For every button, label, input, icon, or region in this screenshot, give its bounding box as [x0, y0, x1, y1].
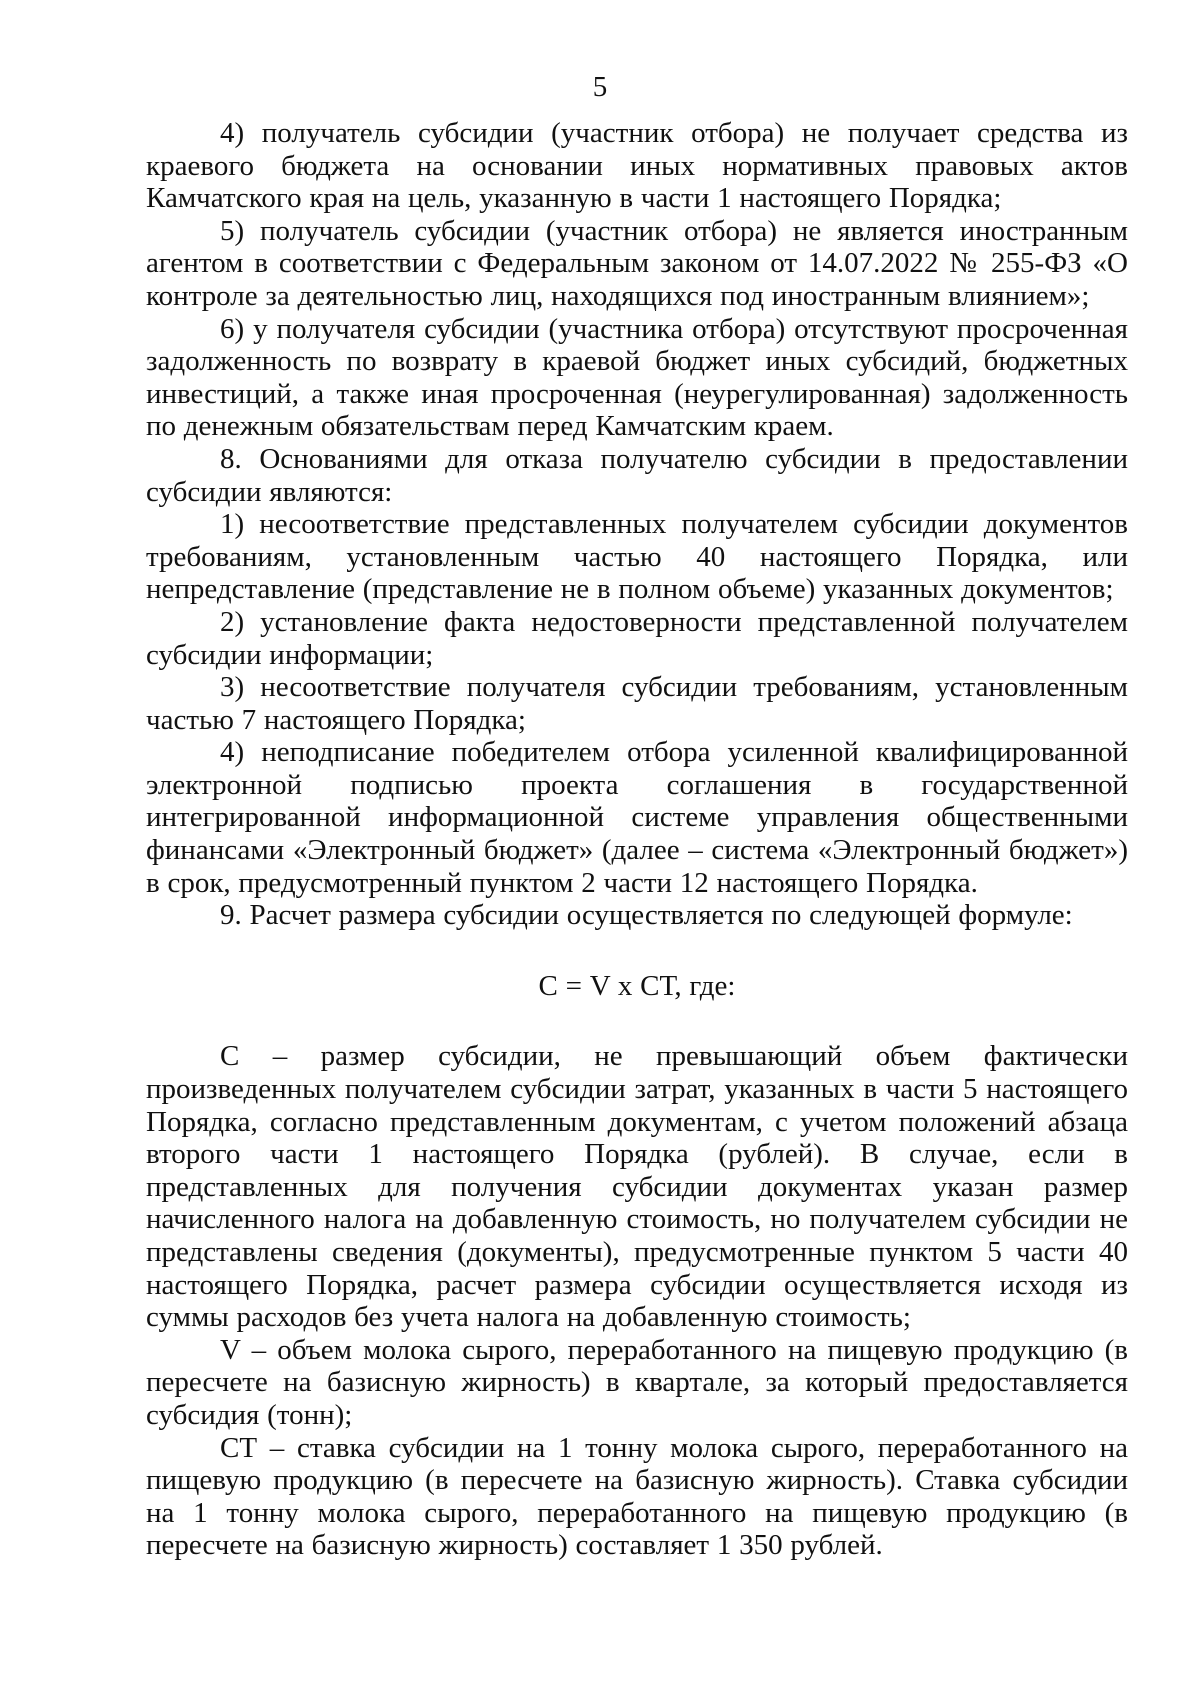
- refusal-item-3: 3) несоответствие получателя субсидии требованиям, установленным частью 7 настоящего Порядка;: [146, 671, 1128, 736]
- refusal-item-2: 2) установление факта недостоверности представленной получателем субсидии информации;: [146, 605, 1128, 671]
- refusal-item-1: 1) несоответствие представленных получателем субсидии документов требованиям, установленным частью 40 настоящего Порядка, или непредставление (представление не в полном объеме) указанных документов;: [146, 508, 1128, 606]
- item-4-no-other-budget-funds: 4) получатель субсидии (участник отбора) не получает средства из краевого бюджета на основании иных нормативных правовых актов Камчатского края на цель, указанную в части 1 настоящего Порядка;: [146, 117, 1128, 215]
- definition-v: V – объем молока сырого, переработанного на пищевую продукцию (в пересчете на базисную жирность) в квартале, за который предоставляется субсидия (тонн);: [146, 1333, 1128, 1431]
- section-8-refusal-grounds: 8. Основаниями для отказа получателю субсидии в предоставлении субсидии являются:: [146, 442, 1128, 508]
- page-number: 5: [592, 71, 608, 103]
- document-body: [146, 117, 1128, 1562]
- section-9-calculation: 9. Расчет размера субсидии осуществляется по следующей формуле:: [220, 899, 1073, 932]
- refusal-item-4: 4) неподписание победителем отбора усиленной квалифицированной электронной подписью проекта соглашения в государственной интегрированной информационной системе управления общественными финансами «Электронный бюджет» (далее – система «Электронный бюджет») в срок, предусмотренный пунктом 2 части 12 настоящего Порядка.: [146, 736, 1128, 899]
- definition-st: СТ – ставка субсидии на 1 тонну молока сырого, переработанного на пищевую продукцию (в пересчете на базисную жирность). Ставка субсидии на 1 тонну молока сырого, переработанного на пищевую продукцию (в пересчете на базисную жирность) составляет 1 350 рублей.: [146, 1431, 1128, 1562]
- item-5-not-foreign-agent: 5) получатель субсидии (участник отбора) не является иностранным агентом в соответствии с Федеральным законом от 14.07.2022 № 255-ФЗ «О контроле за деятельностью лиц, находящихся под иностранным влиянием»;: [146, 214, 1128, 312]
- item-6-no-overdue-debt: 6) у получателя субсидии (участника отбора) отсутствуют просроченная задолженность по возврату в краевой бюджет иных субсидий, бюджетных инвестиций, а также иная просроченная (неурегулированная) задолженность по денежным обязательствам перед Камчатским краем.: [146, 312, 1128, 443]
- definition-c: С – размер субсидии, не превышающий объем фактически произведенных получателем субсидии затрат, указанных в части 5 настоящего Порядка, согласно представленным документам, с учетом положений абзаца второго части 1 настоящего Порядка (рублей). В случае, если в представленных для получения субсидии документах указан размер начисленного налога на добавленную стоимость, но получателем субсидии не представлены сведения (документы), предусмотренные пунктом 5 части 40 настоящего Порядка, расчет размера субсидии осуществляется исходя из суммы расходов без учета налога на добавленную стоимость;: [146, 1040, 1128, 1334]
- subsidy-formula: С = V х СТ, где:: [538, 969, 736, 1002]
